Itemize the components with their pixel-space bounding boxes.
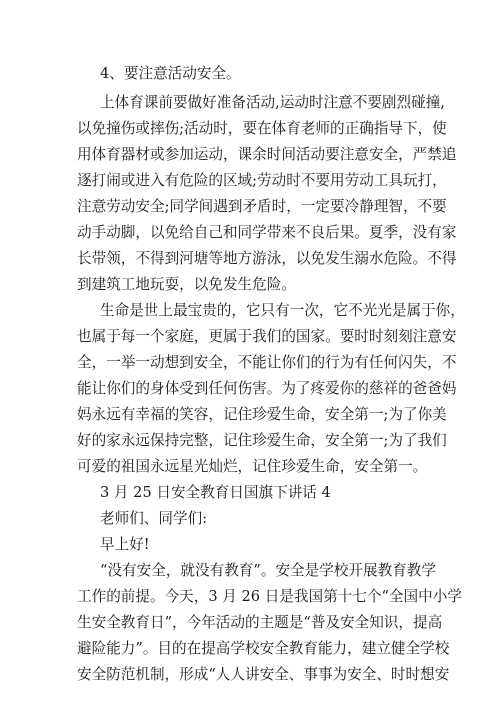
text-line: 好的家永远保持完整，记住珍爱生命，安全第一;为了我们 xyxy=(77,432,447,449)
text-line: 避险能力”。目的在提高学校安全教育能力，建立健全学校 xyxy=(77,640,450,657)
text-line: 可爱的祖国永远星光灿烂，记住珍爱生命，安全第一。 xyxy=(77,458,428,475)
text-line: 注意劳动安全;同学间遇到矛盾时，一定要冷静理智，不要 xyxy=(77,198,447,215)
text-line: “没有安全，就没有教育”。安全是学校开展教育教学 xyxy=(100,562,436,579)
text-line: 生安全教育日”，今年活动的主题是“普及安全知识，提高 xyxy=(77,614,443,631)
text-line: 生命是世上最宝贵的，它只有一次，它不光光是属于你， xyxy=(100,302,465,319)
text-line: 逐打闹或进入有危险的区域;劳动时不要用劳动工具玩打， xyxy=(77,172,447,189)
text-line: 用体育器材或参加运动，课余时间活动要注意安全，严禁追 xyxy=(77,146,457,163)
text-line: 工作的前提。今天，3 月 26 日是我国第十七个“全国中小学 xyxy=(77,588,462,605)
text-line: 动手动脚，以免给自己和同学带来不良后果。夏季，没有家 xyxy=(77,224,457,241)
text-line: 长带领，不得到河塘等地方游泳，以免发生溺水危险。不得 xyxy=(77,250,457,267)
text-line: 4、要注意活动安全。 xyxy=(100,65,241,82)
text-line: 也属于每一个家庭，更属于我们的国家。要时时刻刻注意安 xyxy=(77,328,457,345)
text-line: 安全防范机制，形成“人人讲安全、事事为安全、时时想安 xyxy=(77,666,450,683)
text-line: 上体育课前要做好准备活动,运动时注意不要剧烈碰撞, xyxy=(100,94,445,111)
greeting: 早上好! xyxy=(100,536,150,553)
section-heading: 3 月 25 日安全教育日国旗下讲话 4 xyxy=(100,484,331,501)
text-line: 全，一举一动想到安全，不能让你们的行为有任何闪失，不 xyxy=(77,354,457,371)
text-line: 以免撞伤或摔伤;活动时，要在体育老师的正确指导下，使 xyxy=(77,120,447,137)
text-line: 到建筑工地玩耍，以免发生危险。 xyxy=(77,276,296,293)
text-line: 妈永远有幸福的笑容，记住珍爱生命，安全第一;为了你美 xyxy=(77,406,447,423)
salutation: 老师们、同学们: xyxy=(100,510,208,527)
text-line: 能让你们的身体受到任何伤害。为了疼爱你的慈祥的爸爸妈 xyxy=(77,380,457,397)
